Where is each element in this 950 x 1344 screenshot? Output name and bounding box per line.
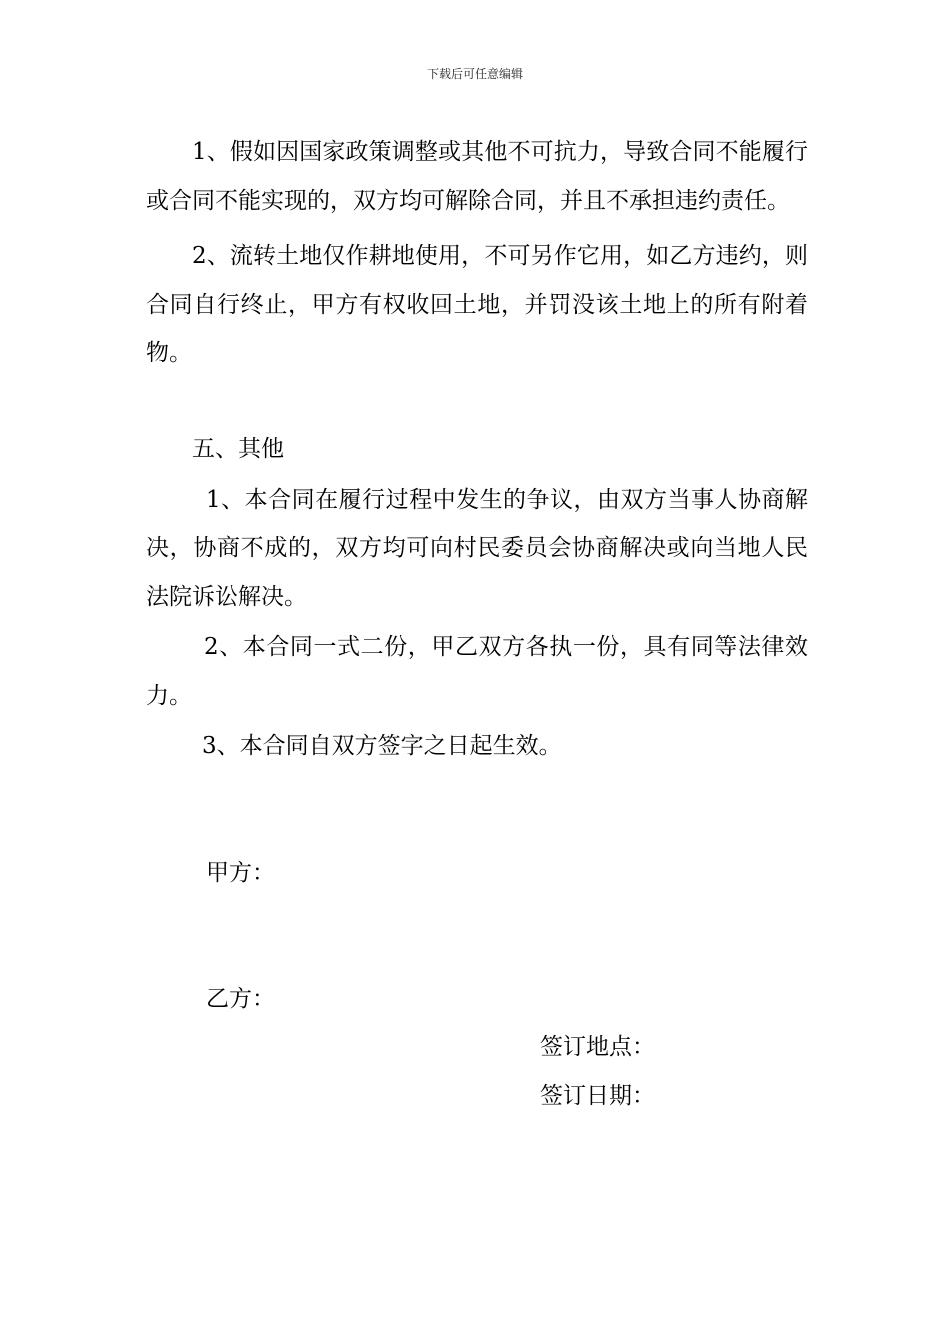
party-a-signature-label: 甲方： — [206, 860, 275, 886]
clause-2: 2、流转土地仅作耕地使用，不可另作它用，如乙方违约，则合同自行终止，甲方有权收回土地，并罚没该土地上的所有附着物。 — [146, 243, 808, 366]
section-5-heading: 五、其他 — [192, 436, 284, 462]
party-b-signature-label: 乙方： — [206, 986, 275, 1012]
section-5-item-2: 2、本合同一式二份，甲乙双方各执一份，具有同等法律效力。 — [146, 634, 808, 709]
clause-1: 1、假如因国家政策调整或其他不可抗力，导致合同不能履行或合同不能实现的，双方均可解除合同，并且不承担违约责任。 — [146, 139, 808, 214]
section-5-item-1: 1、本合同在履行过程中发生的争议，由双方当事人协商解决，协商不成的，双方均可向村民委员会协商解决或向当地人民法院诉讼解决。 — [146, 486, 808, 610]
section-5-block — [146, 425, 808, 771]
section-5-item-3: 3、本合同自双方签字之日起生效。 — [202, 733, 562, 759]
clause-block — [146, 128, 808, 378]
signing-date-label: 签订日期： — [540, 1083, 655, 1109]
page-header-note: 下载后可任意编辑 — [426, 67, 523, 81]
signing-place-label: 签订地点： — [540, 1034, 655, 1060]
